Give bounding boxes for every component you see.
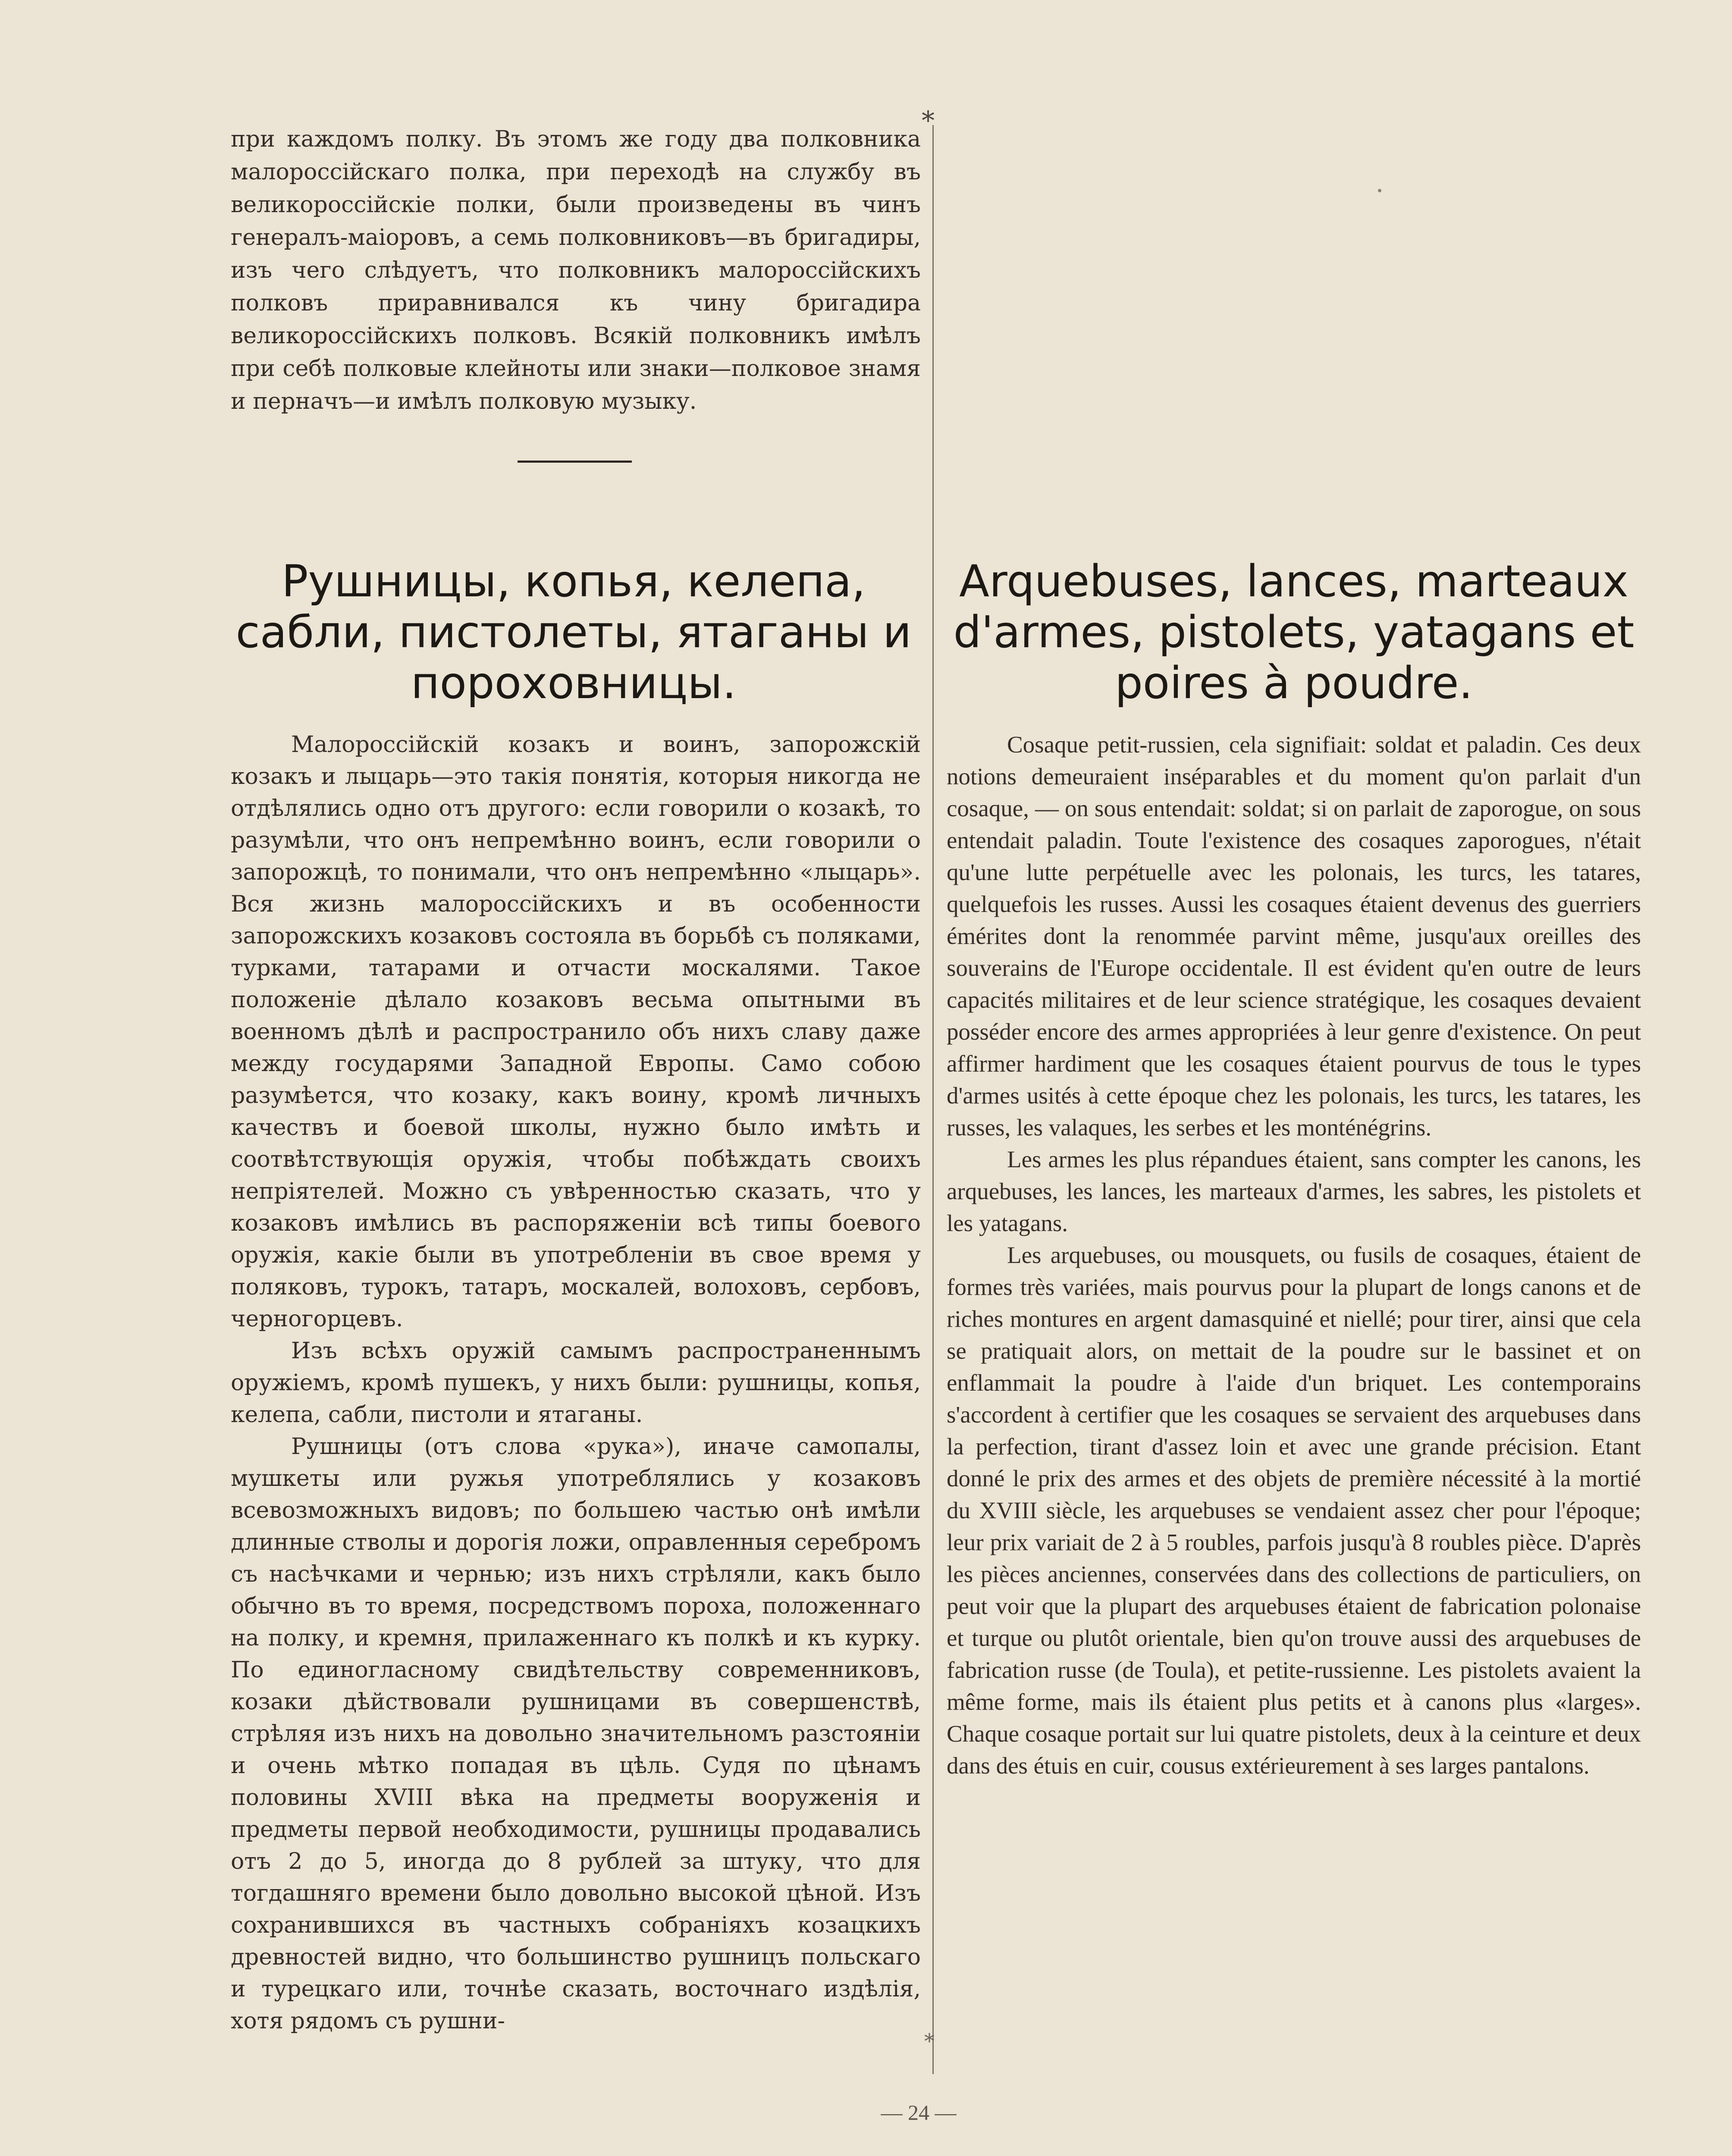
- divider-top-mark: *: [922, 106, 935, 136]
- section-rule: [518, 461, 632, 463]
- russian-paragraph: Малороссійскій козакъ и воинъ, запорожскій козакъ и лыцарь—это такія понятія, которыя никогда не отдѣлялись одно отъ другого: если говорили о козакѣ, то разумѣли, что онъ непремѣнно воинъ, если говорили о запорожцѣ, то понимали, что онъ непремѣнно «лыцарь». Вся жизнь малороссійскихъ и въ особенности запорожскихъ козаковъ состояла въ борьбѣ съ поляками, турками, татарами и отчасти москалями. Такое положеніе дѣлало козаковъ весьма опытными въ военномъ дѣлѣ и распространило объ нихъ славу даже между государями Западной Европы. Само собою разумѣется, что козаку, какъ воину, кромѣ личныхъ качествъ и боевой школы, нужно было имѣть и соотвѣтствующія оружія, чтобы побѣждать своихъ непріятелей. Можно съ увѣренностью сказать, что у козаковъ имѣлись въ распоряженіи всѣ типы боевого оружія, какіе были въ употребленіи въ свое время у поляковъ, турокъ, татаръ, москалей, волоховъ, сербовъ, черногорцевъ.: [231, 732, 921, 1332]
- column-divider: [932, 125, 934, 2074]
- russian-paragraph: Рушницы (отъ слова «рука»), иначе самопалы, мушкеты или ружья употреблялись у козаковъ всевозможныхъ видовъ; по большею частью онѣ имѣли длинные стволы и дорогія ложи, оправленныя серебромъ съ насѣчками и чернью; изъ нихъ стрѣляли, какъ было обычно въ то время, посредствомъ пороха, положеннаго на полку, и кремня, прилаженнаго къ полкѣ и къ курку. По единогласному свидѣтельству современниковъ, козаки дѣйствовали рушницами въ совершенствѣ, стрѣляя изъ нихъ на довольно значительномъ разстояніи и очень мѣтко попадая въ цѣль. Судя по цѣнамъ половины XVIII вѣка на предметы вооруженія и предметы первой необходимости, рушницы продавались отъ 2 до 5, иногда до 8 рублей за штуку, что для тогдашняго времени было довольно высокой цѣной. Изъ сохранившихся въ частныхъ собраніяхъ козацкихъ древностей видно, что большинство рушницъ польскаго и турецкаго или, точнѣе сказать, восточнаго издѣлія, хотя рядомъ съ рушни-: [231, 1434, 921, 2034]
- french-paragraph: Cosaque petit-russien, cela signifiait: soldat et paladin. Ces deux notions demeuraient inséparables et du moment qu'on parlait d'un cosaque, — on sous entendait: soldat; si on parlait de zaporogue, on sous entendait paladin. Toute l'existence des cosaques zaporogues, n'était qu'une lutte perpétuelle avec les polonais, les turcs, les tatares, quelquefois les russes. Aussi les cosaques étaient devenus des guerriers émérites dont la renommée parvint même, jusqu'aux oreilles des souverains de l'Europe occidentale. Il est évident qu'en outre de leurs capacités militaires et de leur science stratégique, les cosaques devaient posséder encore des armes appropriées à leur genre d'existence. On peut affirmer hardiment que les cosaques étaient pourvus de tous le types d'armes usités à cette époque chez les polonais, les turcs, les tatares, les russes, les valaques, les serbes et les monténégrins.: [947, 731, 1641, 1141]
- continued-paragraph-text: при каждомъ полку. Въ этомъ же году два полковника малороссійскаго полка, при переходѣ на службу въ великороссійскіе полки, были произведены въ чинъ генералъ-маіоровъ, а семь полковниковъ—въ бригадиры, изъ чего слѣдуетъ, что полковникъ малороссійскихъ полковъ приравнивался къ чину бригадира великороссійскихъ полковъ. Всякій полковникъ имѣлъ при себѣ полковые клейноты или знаки—полковое знамя и перначъ—и имѣлъ полковую музыку.: [231, 126, 921, 414]
- russian-heading: Рушницы, копья, келепа, сабли, пистолеты, ятаганы и пороховницы.: [235, 556, 912, 709]
- french-column: [947, 729, 1641, 1782]
- russian-column: [231, 729, 921, 2037]
- russian-paragraph: Изъ всѣхъ оружій самымъ распространеннымъ оружіемъ, кромѣ пушекъ, у нихъ были: рушницы, копья, келепа, сабли, пистоли и ятаганы.: [231, 1338, 921, 1428]
- divider-bottom-mark: *: [924, 2029, 935, 2053]
- french-heading: Arquebuses, lances, marteaux d'armes, pistolets, yatagans et poires à poudre.: [953, 556, 1635, 709]
- continued-paragraph: [231, 123, 921, 418]
- french-paragraph: Les armes les plus répandues étaient, sans compter les canons, les arquebuses, les lances, les marteaux d'armes, les sabres, les pistolets et les yatagans.: [947, 1146, 1641, 1236]
- page-number: — 24 —: [881, 2100, 957, 2125]
- french-paragraph: Les arquebuses, ou mousquets, ou fusils de cosaques, étaient de formes très variées, mais pourvus pour la plupart de longs canons et de riches montures en argent damasquiné et niellé; pour tirer, ainsi que cela se pratiquait alors, on mettait de la poudre sur le bassinet et on enflammait la poudre à l'aide d'un briquet. Les contemporains s'accordent à certifier que les cosaques se servaient des arquebuses dans la perfection, tirant d'assez loin et avec une grande précision. Etant donné le prix des armes et des objets de première nécessité à la mortié du XVIII siècle, les arquebuses se vendaient assez cher pour l'époque; leur prix variait de 2 à 5 roubles, parfois jusqu'à 8 roubles pièce. D'après les pièces anciennes, conservées dans des collections de particuliers, on peut voir que la plupart des arquebuses étaient de fabrication polonaise et turque ou plutôt orientale, bien qu'on trouve aussi des arquebuses de fabrication russe (de Toula), et petite-russienne. Les pistolets avaient la même forme, mais ils étaient plus petits et à canons plus «larges». Chaque cosaque portait sur lui quatre pistolets, deux à la ceinture et deux dans des étuis en cuir, cousus extérieurement à ses larges pantalons.: [947, 1242, 1641, 1779]
- paper-speck: [1378, 189, 1381, 192]
